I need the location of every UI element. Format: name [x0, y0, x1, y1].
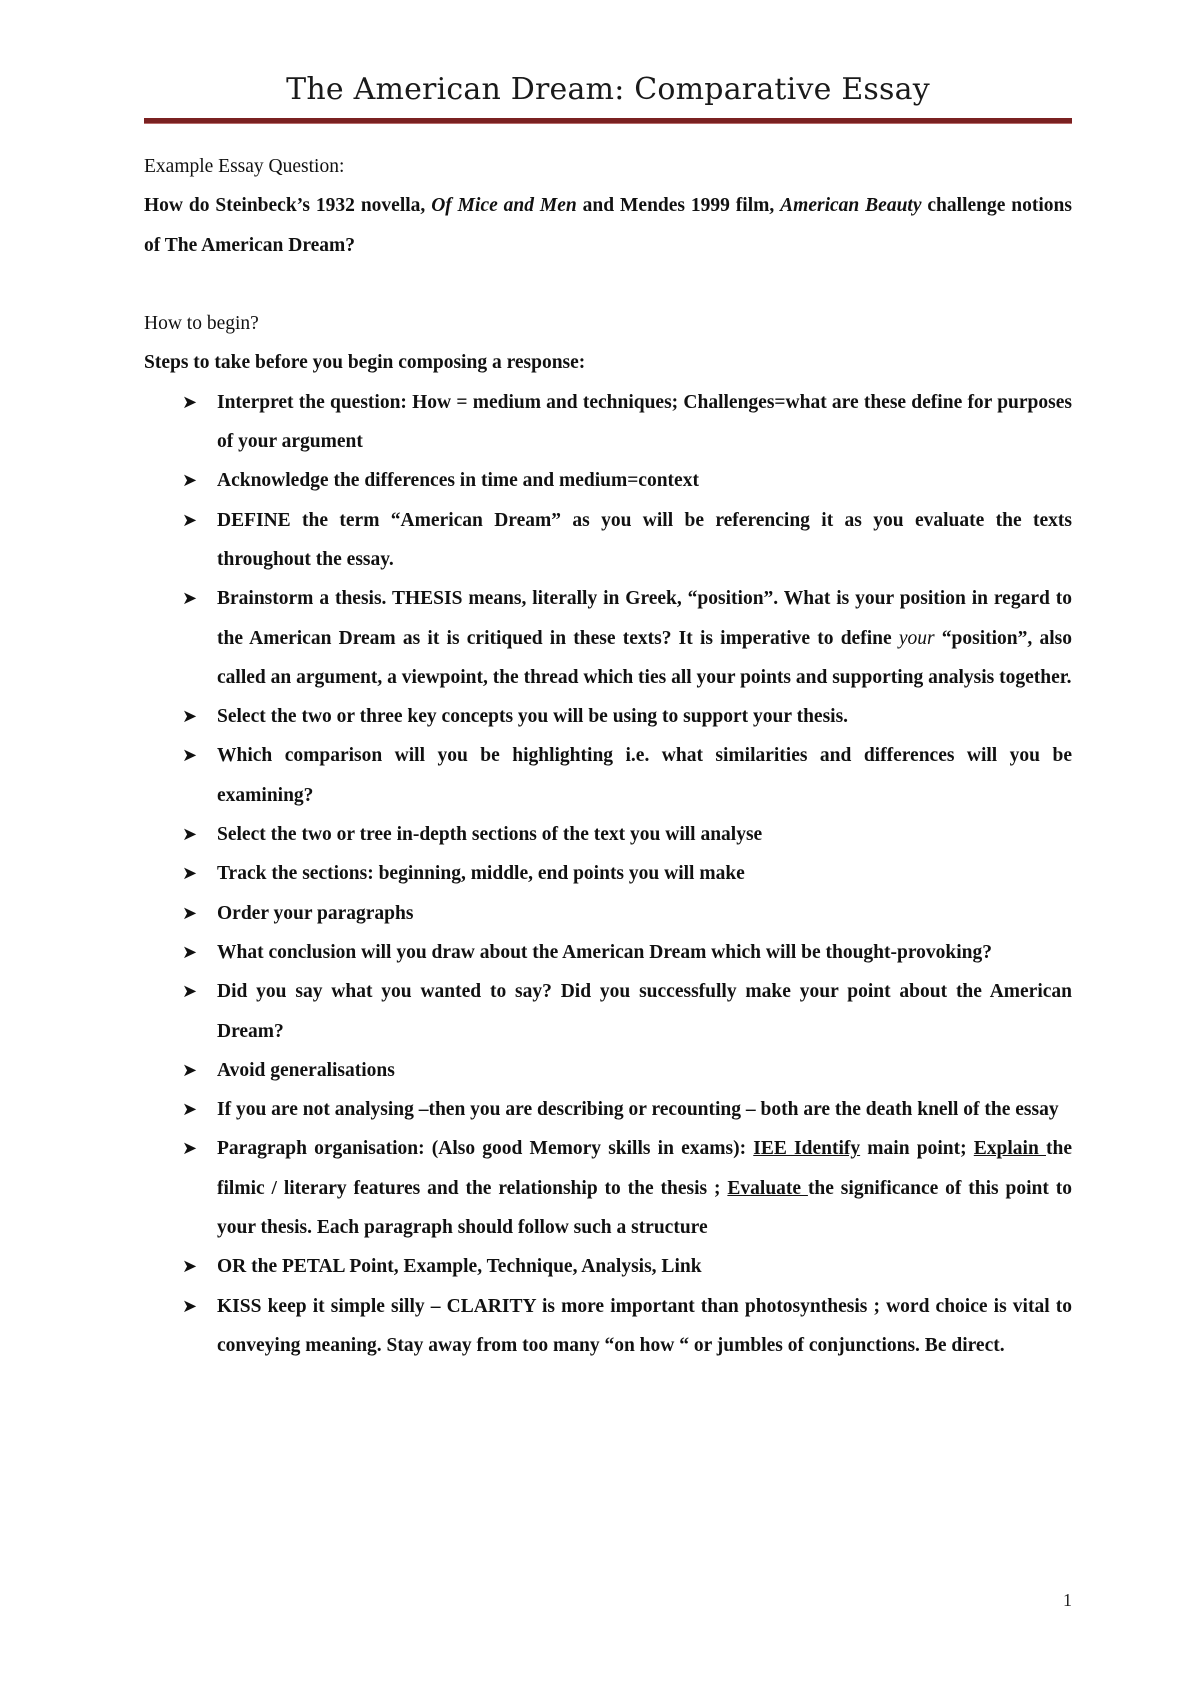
steps-intro: Steps to take before you begin composing a response:	[144, 352, 586, 374]
question-part-2: and Mendes 1999 film,	[576, 195, 781, 217]
arrowhead-bullet-icon: ➤	[182, 863, 198, 885]
arrowhead-bullet-icon: ➤	[182, 1138, 198, 1160]
arrowhead-bullet-icon: ➤	[182, 981, 198, 1003]
arrowhead-bullet-icon: ➤	[182, 1256, 198, 1278]
arrowhead-bullet-icon: ➤	[182, 391, 198, 413]
question-title-film: American Beauty	[780, 195, 922, 217]
list-item: ➤ Track the sections: beginning, middle, end points you will make	[144, 854, 1072, 893]
essay-question	[144, 186, 1072, 265]
list-item: ➤ Interpret the question: How = medium and techniques; Challenges=what are these define for purposes of your argument	[144, 383, 1072, 462]
document-body	[144, 147, 1072, 1365]
arrowhead-bullet-icon: ➤	[182, 470, 198, 492]
list-item: ➤ KISS keep it simple silly – CLARITY is more important than photosynthesis ; word choice is vital to conveying meaning. Stay away from too many “on how “ or jumbles of conjunctions. Be direct.	[144, 1287, 1072, 1366]
page-number: 1	[1063, 1590, 1072, 1610]
arrowhead-bullet-icon: ➤	[182, 1099, 198, 1121]
arrowhead-bullet-icon: ➤	[182, 1059, 198, 1081]
explain-term: Explain	[973, 1138, 1046, 1160]
list-item: ➤ Acknowledge the differences in time and medium=context	[144, 461, 1072, 500]
essay-question-label: Example Essay Question:	[144, 156, 345, 177]
list-item: ➤ Brainstorm a thesis. THESIS means, literally in Greek, “position”. What is your position in regard to the American Dream as it is critiqued in these texts? It is imperative to define your “position”, also called an argument, a viewpoint, the thread which ties all your points and supporting analysis together.	[144, 579, 1072, 697]
document-header	[144, 72, 1072, 124]
iee-identify-term: IEE Identify	[753, 1138, 861, 1160]
question-part-3: challenge notions of The American Dream?	[144, 195, 1072, 256]
list-item: ➤ Order your paragraphs	[144, 894, 1072, 933]
document-title: The American Dream: Comparative Essay	[286, 72, 930, 107]
how-to-begin-heading: How to begin?	[144, 313, 259, 335]
arrowhead-bullet-icon: ➤	[182, 1295, 198, 1317]
list-item: ➤ Paragraph organisation: (Also good Memory skills in exams): IEE Identify main point; Explain the filmic / literary features and the relationship to the thesis ; Evaluate the significance of this point to your thesis. Each paragraph should follow such a structure	[144, 1129, 1072, 1247]
arrowhead-bullet-icon: ➤	[182, 509, 198, 531]
blank-line	[144, 265, 1072, 304]
arrowhead-bullet-icon: ➤	[182, 941, 198, 963]
list-item: ➤ DEFINE the term “American Dream” as you will be referencing it as you evaluate the texts throughout the essay.	[144, 501, 1072, 580]
arrowhead-bullet-icon: ➤	[182, 745, 198, 767]
arrowhead-bullet-icon: ➤	[182, 824, 198, 846]
list-item: ➤ If you are not analysing –then you are describing or recounting – both are the death knell of the essay	[144, 1090, 1072, 1129]
list-item: ➤ Avoid generalisations	[144, 1051, 1072, 1090]
list-item: ➤ OR the PETAL Point, Example, Technique, Analysis, Link	[144, 1247, 1072, 1286]
arrowhead-bullet-icon: ➤	[182, 902, 198, 924]
question-part-1: How do Steinbeck’s 1932 novella,	[144, 195, 432, 217]
evaluate-term: Evaluate	[727, 1177, 808, 1199]
list-item: ➤ Select the two or three key concepts you will be using to support your thesis.	[144, 697, 1072, 736]
question-title-novella: Of Mice and Men	[431, 195, 577, 217]
arrowhead-bullet-icon: ➤	[182, 706, 198, 728]
arrowhead-bullet-icon: ➤	[182, 588, 198, 610]
list-item: ➤ What conclusion will you draw about the American Dream which will be thought-provoking?	[144, 933, 1072, 972]
list-item: ➤ Did you say what you wanted to say? Did you successfully make your point about the American Dream?	[144, 972, 1072, 1051]
list-item: ➤ Which comparison will you be highlighting i.e. what similarities and differences will you be examining?	[144, 736, 1072, 815]
steps-list	[144, 383, 1072, 1365]
list-item: ➤ Select the two or tree in-depth sections of the text you will analyse	[144, 815, 1072, 854]
header-divider	[144, 118, 1072, 124]
